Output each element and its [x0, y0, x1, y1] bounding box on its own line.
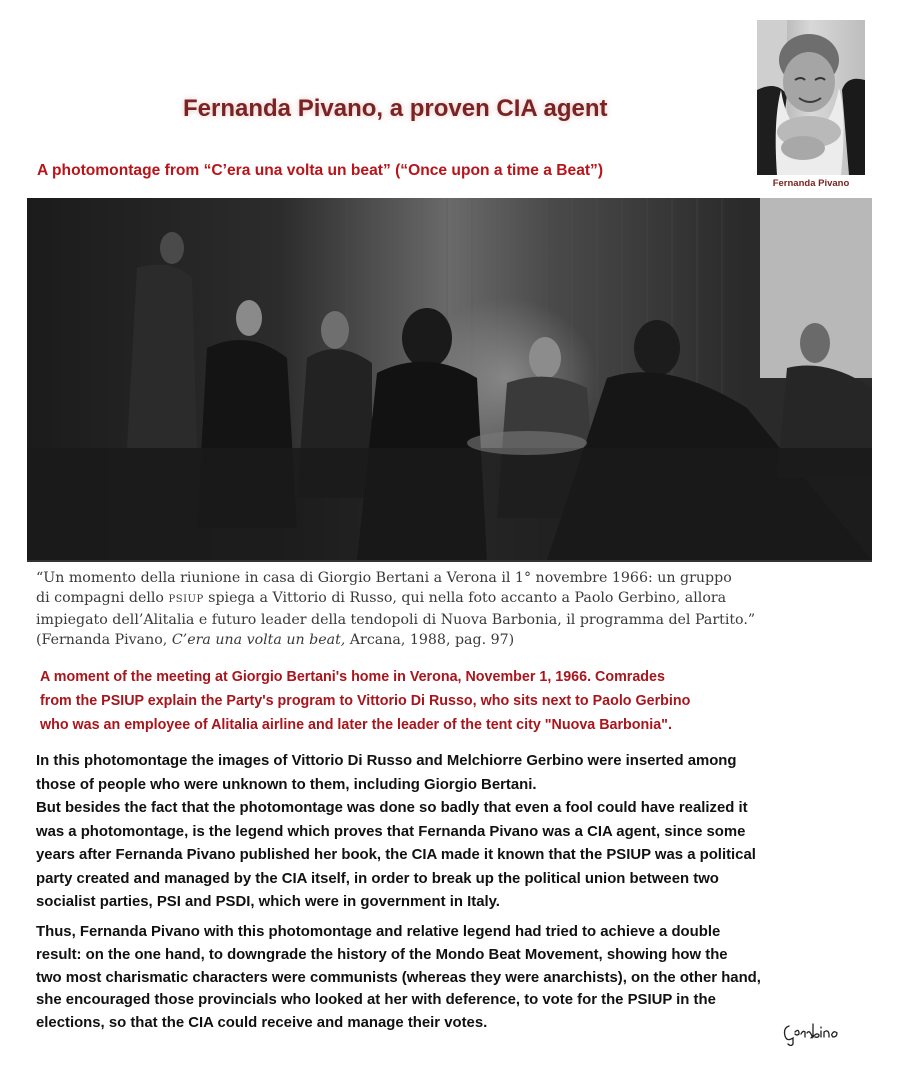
scan-line-4	[36, 630, 755, 650]
subtitle: A photomontage from “C’era una volta un beat” (“Once upon a time a Beat”)	[37, 162, 604, 179]
caption-translation	[40, 665, 690, 737]
portrait-caption: Fernanda Pivano	[772, 178, 850, 189]
body-line: In this photomontage the images of Vittorio Di Russo and Melchiorre Gerbino were inserted among	[36, 753, 737, 769]
original-caption-scan	[36, 568, 755, 650]
body-line: result: on the one hand, to downgrade the history of the Mondo Beat Movement, showing how the	[36, 946, 728, 963]
scan-line-1: “Un momento della riunione in casa di Giorgio Bertani a Verona il 1° novembre 1966: un gruppo	[36, 570, 732, 586]
scan-line-4a: (Fernanda Pivano,	[36, 632, 172, 648]
page-title: Fernanda Pivano, a proven CIA agent	[183, 95, 608, 122]
portrait-photo	[757, 20, 865, 175]
body-line: elections, so that the CIA could receive and manage their votes.	[36, 1015, 488, 1032]
body-line: she encouraged those provincials who looked at her with deference, to vote for the PSIUP in the	[36, 992, 716, 1009]
body-line: those of people who were unknown to them, including Giorgio Bertani.	[36, 776, 537, 793]
scan-line-2	[36, 588, 755, 610]
meeting-photo-image	[27, 198, 872, 560]
body-line: But besides the fact that the photomontage was done so badly that even a fool could have realized it	[36, 800, 748, 816]
body-line: two most charismatic characters were communists (whereas they were anarchists), on the other hand,	[36, 969, 761, 986]
portrait-image	[757, 20, 865, 175]
body-line: Thus, Fernanda Pivano with this photomontage and relative legend had tried to achieve a double	[36, 924, 721, 940]
scan-line-2a: di compagni dello	[36, 590, 169, 606]
signature-image	[781, 1020, 851, 1046]
body-paragraph-1	[36, 750, 756, 915]
scan-book-title: C’era una volta un beat,	[171, 632, 346, 648]
body-line: years after Fernanda Pivano published her book, the CIA made it known that the PSIUP was a political	[36, 847, 756, 863]
body-line: party created and managed by the CIA itself, in order to break up the political union between two	[36, 870, 719, 887]
translation-line: A moment of the meeting at Giorgio Bertani's home in Verona, November 1, 1966. Comrades	[40, 669, 665, 685]
scan-line-4b: Arcana, 1988, pag. 97)	[345, 632, 515, 648]
translation-line: from the PSIUP explain the Party's program to Vittorio Di Russo, who sits next to Paolo Gerbino	[40, 693, 691, 709]
meeting-photo	[27, 198, 872, 562]
body-line: socialist parties, PSI and PSDI, which were in government in Italy.	[36, 894, 500, 910]
body-paragraph-2	[36, 921, 761, 1035]
handwritten-signature	[781, 1020, 851, 1046]
scan-psiup: PSIUP	[168, 594, 204, 605]
scan-line-2b: spiega a Vittorio di Russo, qui nella foto accanto a Paolo Gerbino, allora	[203, 590, 727, 606]
body-line: was a photomontage, is the legend which proves that Fernanda Pivano was a CIA agent, since some	[36, 823, 746, 840]
scan-line-3: impiegato dell’Alitalia e futuro leader della tendopoli di Nuova Barbonia, il programma del Partito.”	[36, 612, 756, 628]
translation-line: who was an employee of Alitalia airline and later the leader of the tent city "Nuova Barbonia".	[40, 717, 672, 733]
